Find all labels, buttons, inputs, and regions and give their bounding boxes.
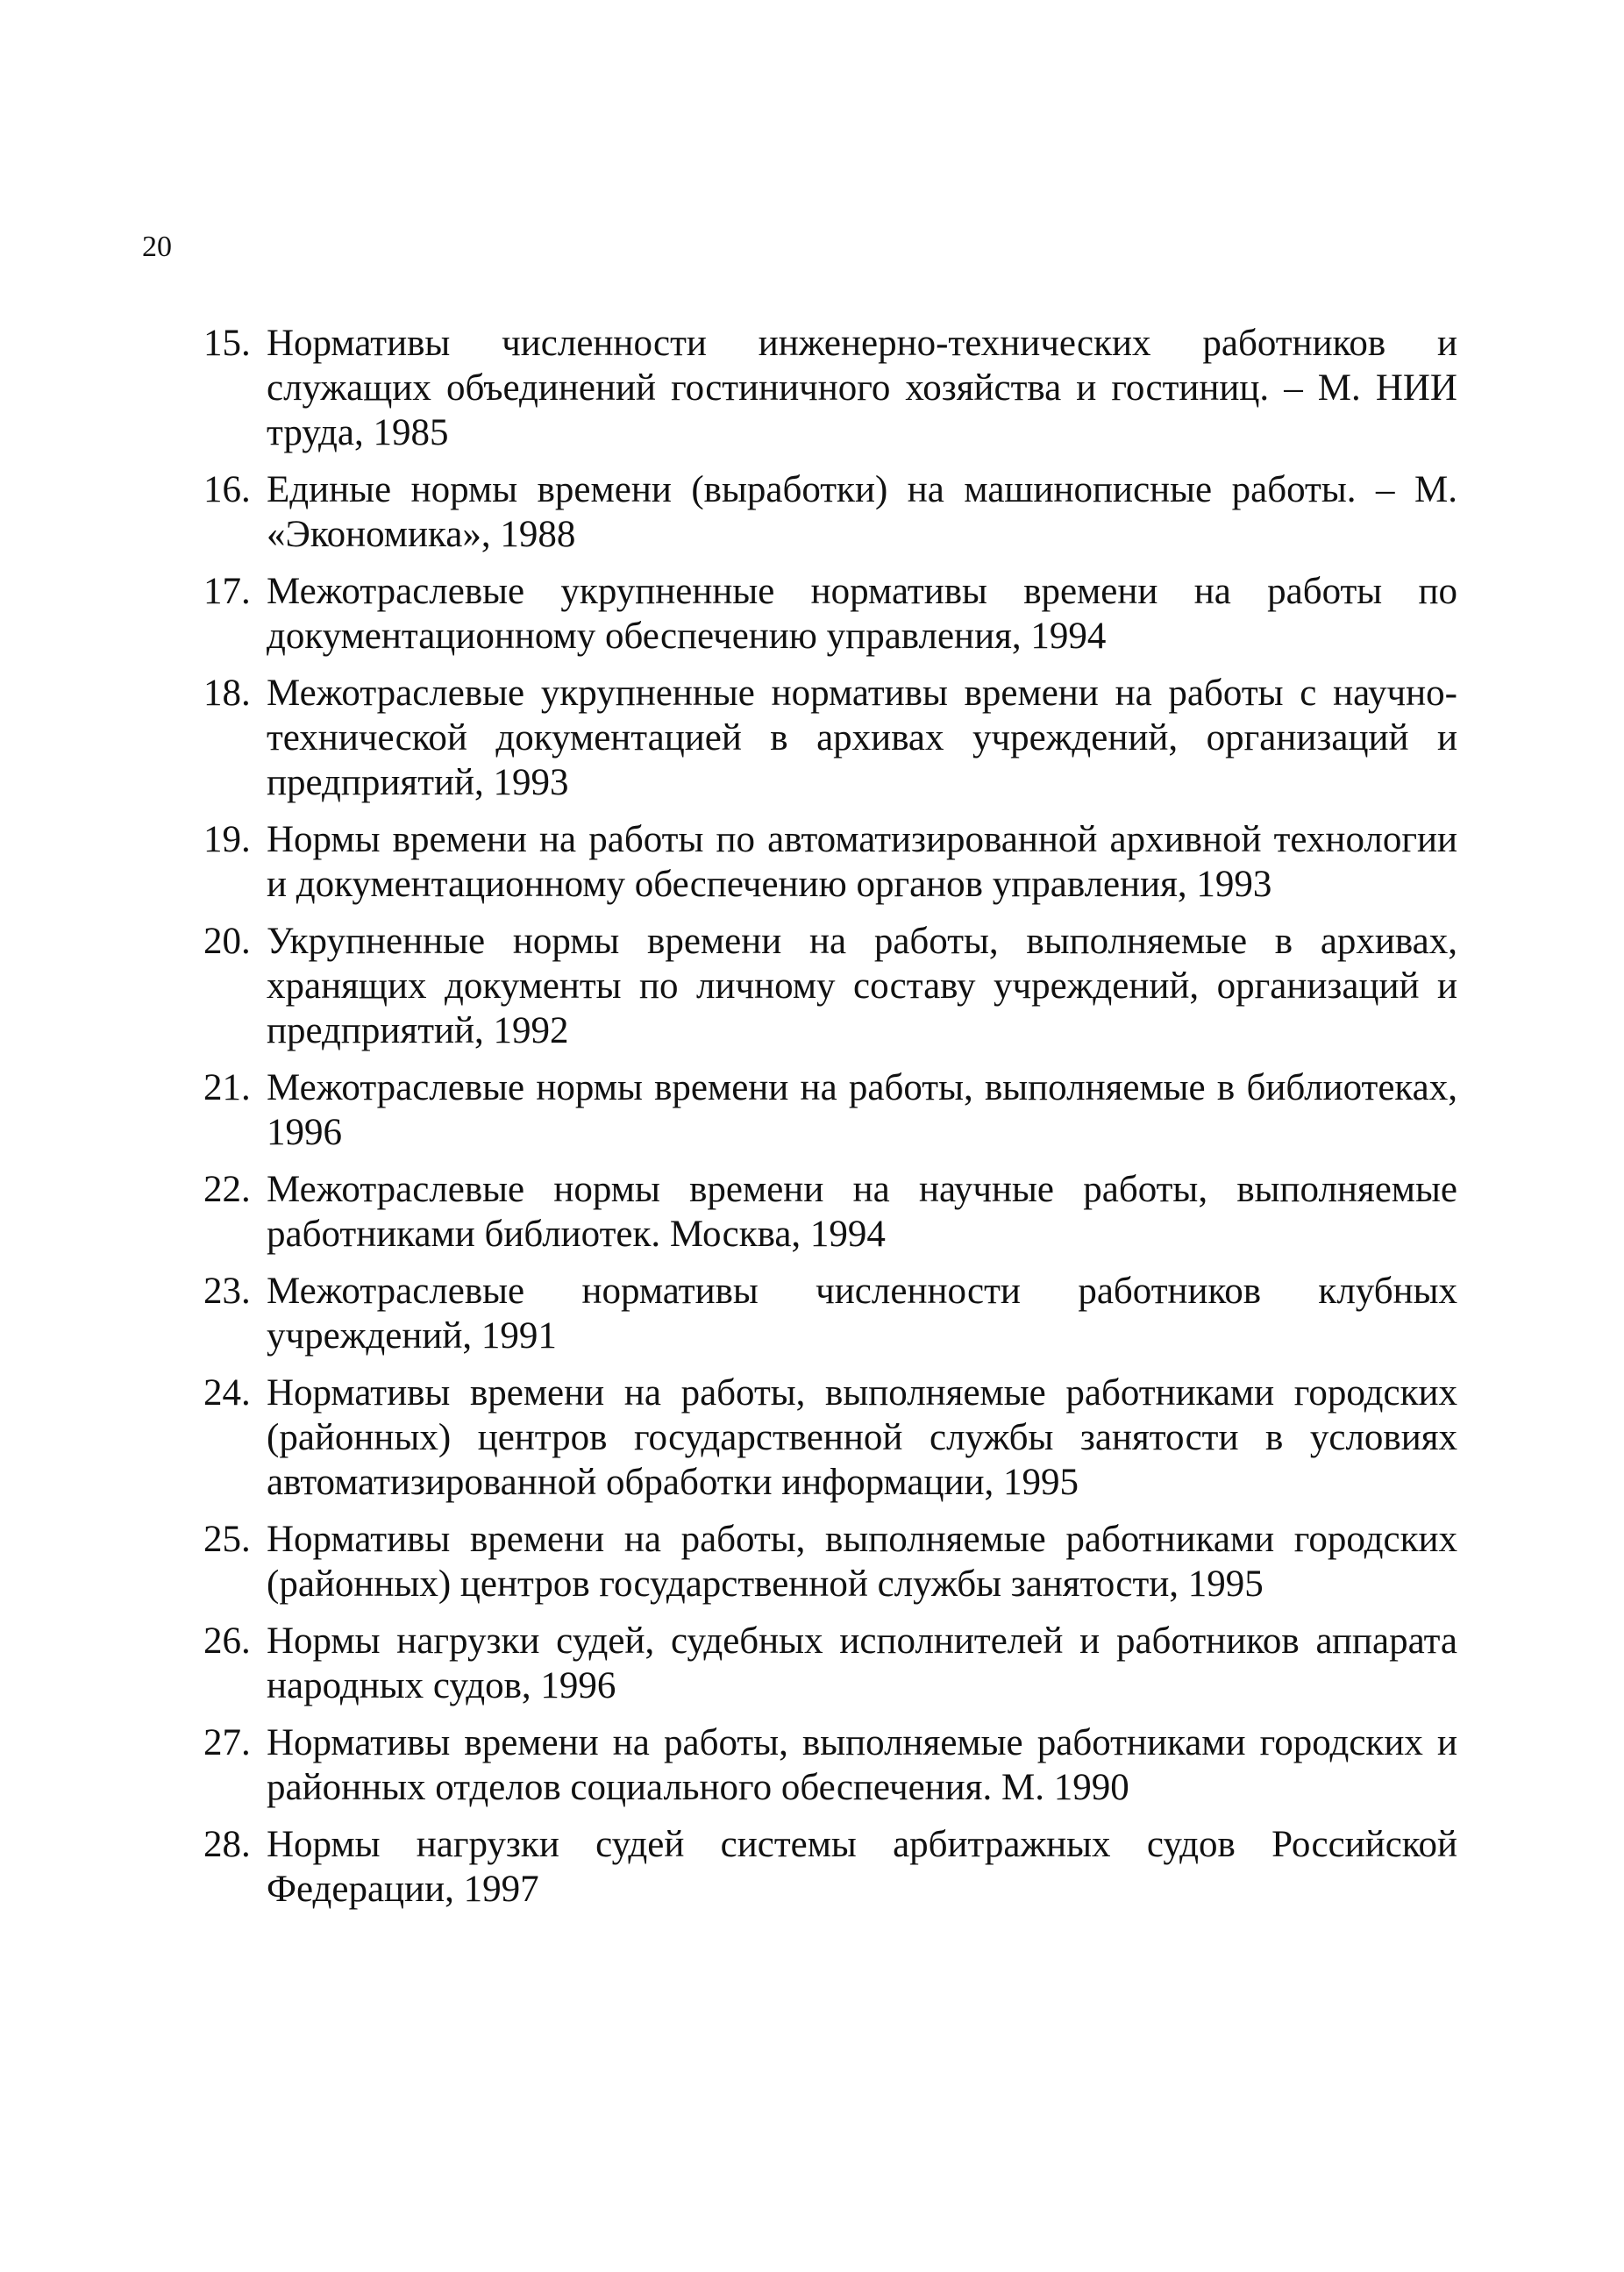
reference-text: Укрупненные нормы времени на работы, выполняемые в архивах, хранящих документы по личному составу учреждений, организаций и предприятий, 1992 (267, 921, 1457, 1051)
reference-text: Межотраслевые нормативы численности работников клубных учреждений, 1991 (267, 1271, 1457, 1357)
reference-text: Нормативы численности инженерно-технических работников и служащих объединений гостиничного хозяйства и гостиниц. – М. НИИ труда, 1985 (267, 323, 1457, 453)
reference-item-27 (203, 1720, 1457, 1810)
reference-item-28 (203, 1822, 1457, 1912)
reference-text: Единые нормы времени (выработки) на машинописные работы. – М. «Экономика», 1988 (267, 469, 1457, 555)
reference-item-23 (203, 1269, 1457, 1358)
reference-text: Нормативы времени на работы, выполняемые работниками городских (районных) центров государственной службы занятости, 1995 (267, 1519, 1457, 1605)
reference-text: Межотраслевые нормы времени на работы, выполняемые в библиотеках, 1996 (267, 1067, 1457, 1153)
reference-item-25 (203, 1517, 1457, 1606)
reference-item-20 (203, 919, 1457, 1053)
reference-number: 17. (203, 571, 251, 612)
reference-number: 26. (203, 1620, 251, 1662)
reference-number: 15. (203, 323, 251, 364)
reference-number: 19. (203, 819, 251, 860)
reference-text: Нормативы времени на работы, выполняемые работниками городских (районных) центров государственной службы занятости в условиях автоматизированной обработки информации, 1995 (267, 1372, 1457, 1503)
reference-number: 21. (203, 1067, 251, 1108)
reference-item-24 (203, 1371, 1457, 1505)
reference-item-15 (203, 321, 1457, 455)
reference-number: 27. (203, 1722, 251, 1763)
reference-item-16 (203, 467, 1457, 557)
reference-text: Межотраслевые укрупненные нормативы времени на работы с научно-технической документацией в архивах учреждений, организаций и предприятий, 1993 (267, 673, 1457, 803)
reference-item-22 (203, 1167, 1457, 1257)
reference-item-18 (203, 671, 1457, 805)
reference-text: Межотраслевые укрупненные нормативы времени на работы по документационному обеспечению управления, 1994 (267, 571, 1457, 657)
reference-text: Нормативы времени на работы, выполняемые работниками городских и районных отделов социального обеспечения. М. 1990 (267, 1722, 1457, 1808)
reference-number: 16. (203, 469, 251, 510)
reference-text: Нормы времени на работы по автоматизированной архивной технологии и документационному обеспечению органов управления, 1993 (267, 819, 1457, 905)
reference-item-21 (203, 1065, 1457, 1155)
reference-text: Нормы нагрузки судей, судебных исполнителей и работников аппарата народных судов, 1996 (267, 1620, 1457, 1706)
reference-number: 25. (203, 1519, 251, 1560)
reference-item-26 (203, 1619, 1457, 1708)
reference-text: Нормы нагрузки судей системы арбитражных судов Российской Федерации, 1997 (267, 1824, 1457, 1910)
reference-number: 22. (203, 1169, 251, 1210)
reference-number: 24. (203, 1372, 251, 1414)
reference-list (203, 321, 1457, 1924)
reference-number: 23. (203, 1271, 251, 1312)
reference-item-19 (203, 817, 1457, 907)
page-number: 20 (142, 231, 172, 263)
reference-text: Межотраслевые нормы времени на научные работы, выполняемые работниками библиотек. Москва, 1994 (267, 1169, 1457, 1255)
reference-number: 18. (203, 673, 251, 714)
reference-number: 28. (203, 1824, 251, 1865)
reference-number: 20. (203, 921, 251, 962)
reference-item-17 (203, 569, 1457, 659)
